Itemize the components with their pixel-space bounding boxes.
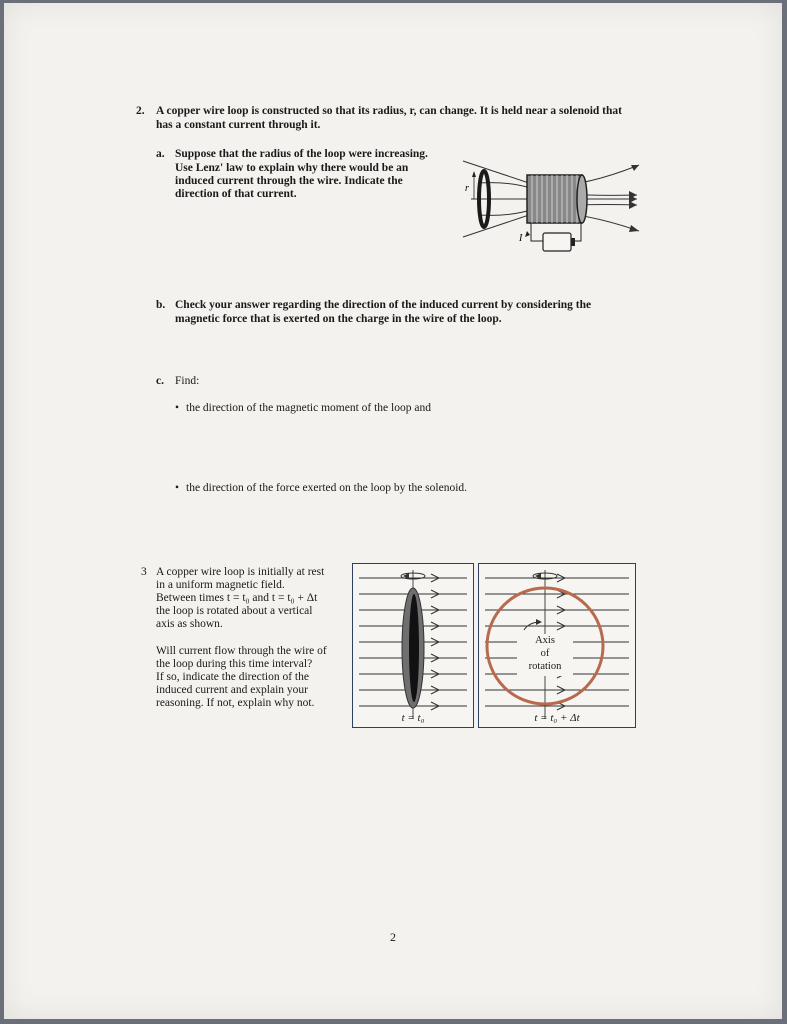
q2-intro-line2: has a constant current through it. — [156, 119, 321, 131]
worksheet-page — [4, 3, 782, 1019]
axis-label: rotation — [528, 661, 562, 672]
page-number: 2 — [390, 930, 396, 944]
q2a-line: direction of that current. — [175, 188, 297, 200]
q2c-title: Find: — [175, 375, 200, 387]
q3-line: Will current flow through the wire of — [156, 645, 327, 657]
figure-box-rotated — [478, 563, 636, 728]
battery — [543, 233, 571, 251]
q2b-line: Check your answer regarding the direction of the induced current by considering the — [175, 299, 592, 311]
q2-number: 2. — [136, 105, 145, 117]
bullet-icon: • — [175, 402, 180, 414]
q2b-label: b. — [156, 299, 166, 311]
q2a-line: induced current through the wire. Indicate the — [175, 175, 403, 187]
q2a-line: Use Lenz' law to explain why there would be an — [175, 162, 409, 174]
solenoid-figure — [459, 153, 644, 263]
axis-label: of — [540, 648, 550, 659]
current-label: I — [519, 233, 523, 244]
q3-line: induced current and explain your — [156, 684, 308, 696]
solenoid-coil — [527, 175, 582, 223]
q2c-bullet: the direction of the force exerted on the loop by the solenoid. — [186, 482, 468, 494]
q2c-label: c. — [156, 375, 164, 387]
radius-label: r — [465, 183, 469, 194]
q3-line: in a uniform magnetic field. — [156, 579, 285, 591]
q2a-line: Suppose that the radius of the loop were increasing. — [175, 148, 428, 160]
axis-label: Axis — [535, 635, 555, 646]
q2-intro-line1: A copper wire loop is constructed so that its radius, r, can change. It is held near a solenoid that — [156, 105, 622, 117]
q2b-line: magnetic force that is exerted on the charge in the wire of the loop. — [175, 313, 502, 325]
bullet-icon: • — [175, 482, 180, 494]
q3-line: the loop during this time interval? — [156, 658, 313, 670]
figure-box-initial — [352, 563, 474, 728]
q2a-label: a. — [156, 148, 165, 160]
q3-line: Between times t = t₀ and t = t₀ + Δt — [156, 592, 318, 604]
label-t0: t = t₀ — [401, 712, 425, 724]
q3-line: axis as shown. — [156, 618, 223, 630]
q3-line: A copper wire loop is initially at rest — [156, 566, 325, 578]
q3-number: 3 — [141, 566, 147, 578]
q3-line: the loop is rotated about a vertical — [156, 605, 313, 617]
q3-line: reasoning. If not, explain why not. — [156, 697, 315, 709]
q2c-bullet: the direction of the magnetic moment of the loop and — [186, 402, 431, 414]
q3-line: If so, indicate the direction of the — [156, 671, 309, 683]
label-t0-plus-dt: t = t₀ + Δt — [534, 712, 580, 724]
